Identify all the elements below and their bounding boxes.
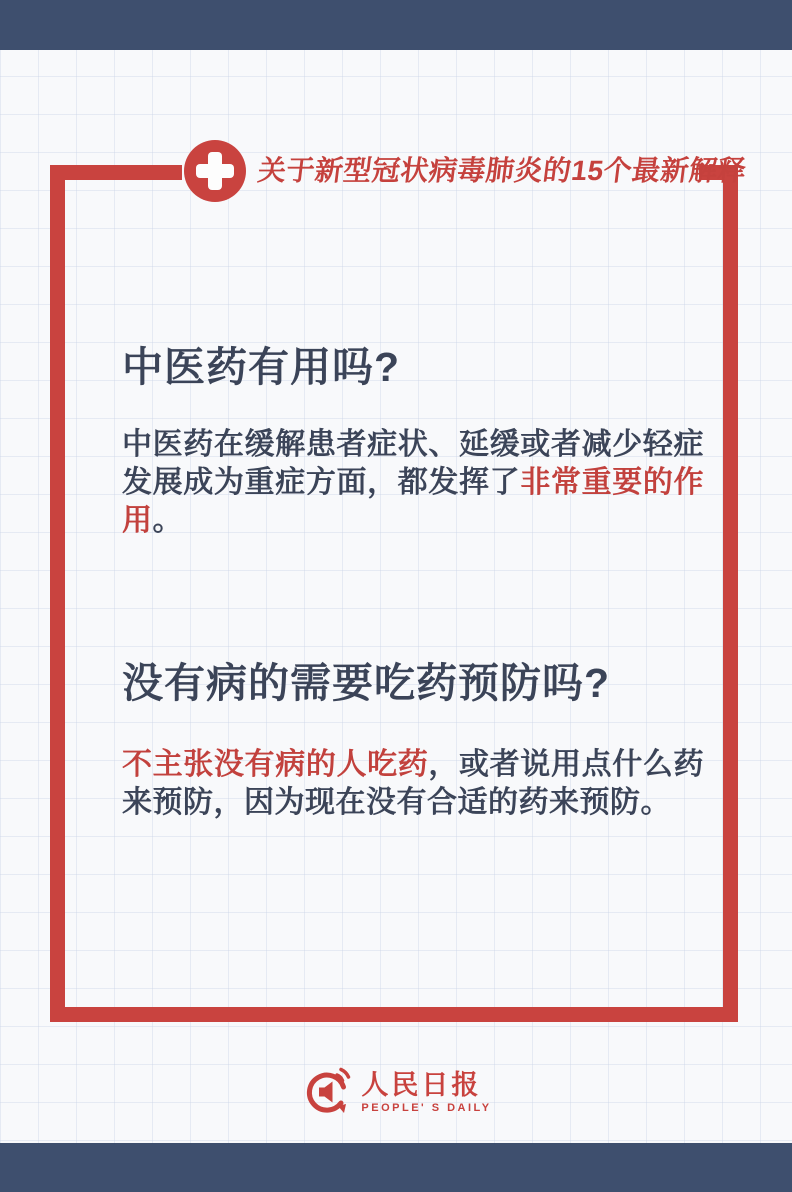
peoples-daily-at-icon: [300, 1066, 352, 1118]
answer-text-segment: 。: [152, 504, 183, 537]
cross-bar-horizontal: [196, 164, 234, 178]
top-bar: [0, 0, 792, 50]
question-2: 没有病的需要吃药预防吗?: [122, 660, 611, 706]
red-frame-border: [50, 165, 738, 1022]
answer-highlight-segment: 不主张没有病的人吃药: [122, 748, 429, 781]
question-1: 中医药有用吗?: [122, 344, 401, 390]
medical-cross-icon: [184, 140, 246, 202]
frame-top-left-segment: [50, 165, 182, 180]
answer-text-segment: ，或者说用点什么药来预防，因为现在没有合适的药来预防。: [122, 748, 705, 819]
header-title: 关于新型冠状病毒肺炎的15个最新解释: [256, 155, 749, 186]
footer-logo-english: PEOPLE' S DAILY: [361, 1102, 492, 1114]
answer-2: [122, 746, 704, 822]
answer-text-segment: 中医药在缓解患者症状、延缓或者减少轻症发展成为重症方面，都发挥了: [122, 428, 704, 499]
answer-highlight-segment: 非常重要的作用: [122, 466, 705, 537]
bottom-bar: [0, 1143, 792, 1192]
footer-logo-chinese: 人民日报: [361, 1070, 482, 1100]
footer-logo: [0, 1066, 792, 1118]
answer-1: [122, 426, 704, 540]
footer-logo-text: [361, 1070, 491, 1114]
